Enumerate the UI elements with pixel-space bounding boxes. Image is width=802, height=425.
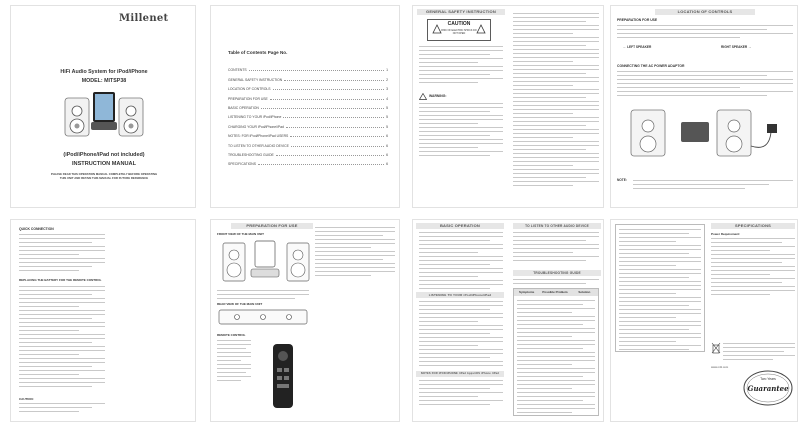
battery-text <box>19 286 105 390</box>
toc-entry <box>228 129 388 138</box>
weee-bin-icon <box>711 342 721 354</box>
brand-logo <box>119 13 168 24</box>
toc-leader-dots <box>273 89 385 90</box>
troubleshooting-continued <box>615 224 705 352</box>
toc-leader-dots <box>290 136 384 137</box>
basic-text <box>419 232 503 292</box>
toc-entry-label: BASIC OPERATION <box>228 105 259 110</box>
toc-entry-label: CONTENTS <box>228 68 247 73</box>
left-speaker-label <box>623 45 651 49</box>
manual-title: INSTRUCTION MANUAL <box>71 161 136 167</box>
toc-leader-dots <box>286 127 384 128</box>
preparation-page <box>210 219 400 422</box>
connect-text <box>617 71 793 99</box>
arrow-left-icon: ← <box>623 45 627 49</box>
guarantee-years: Two Years <box>760 377 776 381</box>
toc-leader-dots <box>258 164 384 165</box>
toc-entry-page: 6 <box>386 143 388 148</box>
website-text: www.mitt.com <box>711 365 729 369</box>
warning-triangle-icon <box>419 93 427 100</box>
location-note-label: NOTE: <box>617 178 627 182</box>
safety-header: GENERAL SAFETY INSTRUCTION <box>417 9 505 15</box>
toc-entry-page: 6 <box>386 162 388 167</box>
front-view-diagram <box>221 237 313 287</box>
column-symptoms: Symptoms <box>519 290 535 294</box>
toc-entry <box>228 91 388 100</box>
basic-header: BASIC OPERATION <box>416 223 504 229</box>
remote-caption: REMOTE CONTROL <box>217 333 246 337</box>
toc-entry <box>228 110 388 119</box>
toc-entry <box>228 119 388 128</box>
column-problem: Possible Problem <box>542 290 568 294</box>
power-connection-diagram <box>621 102 791 162</box>
other-device-header: TO LISTEN TO OTHER AUDIO DEVICE <box>513 223 601 229</box>
toc-entry-label: PREPARATION FOR USE <box>228 96 268 101</box>
location-intro-text <box>617 25 793 41</box>
not-included-note: (iPod/iPhone/iPad not included) <box>63 152 145 158</box>
toc-entry-label: SPECIFICATIONS <box>228 162 257 167</box>
location-page <box>610 5 798 208</box>
troubleshooting-continued-rows <box>616 225 704 357</box>
right-speaker-label <box>721 45 751 49</box>
toc-entry-label: CHARGING YOUR iPod/iPhone/iPad <box>228 124 284 129</box>
toc-entry <box>228 101 388 110</box>
toc-entry-page: 6 <box>386 152 388 157</box>
guarantee-badge <box>743 370 793 406</box>
troubleshooting-header: TROUBLESHOOTING GUIDE <box>513 270 601 276</box>
right-speaker-text: RIGHT SPEAKER <box>721 45 748 49</box>
column-solution: Solution <box>578 290 591 294</box>
prep-subheader: PREPARATION FOR USE <box>617 18 658 22</box>
toc-entry <box>228 72 388 81</box>
quick-header: QUICK CONNECTION <box>19 227 54 231</box>
toc-entry <box>228 148 388 157</box>
speaker-product-image <box>59 88 149 140</box>
toc-leader-dots <box>270 99 384 100</box>
arrow-right-icon: → <box>748 45 752 49</box>
toc-entry-page: 1 <box>386 68 388 73</box>
recycling-text <box>723 343 795 363</box>
location-header: LOCATION OF CONTROLS <box>655 9 755 15</box>
toc-entry-page: 4 <box>386 96 388 101</box>
toc-entry-label: TROUBLESHOOTING GUIDE <box>228 152 274 157</box>
product-title: HiFi Audio System for iPod/iPhone <box>60 69 148 75</box>
toc-leader-dots <box>284 80 384 81</box>
toc-entry <box>228 157 388 166</box>
table-header-row <box>514 289 598 296</box>
notes-text <box>419 380 503 408</box>
warning-label: WARNING: <box>429 94 447 98</box>
location-note-text <box>633 180 793 192</box>
power-requirement-label: Power Requirement: <box>711 232 741 236</box>
toc-entry-page: 5 <box>386 105 388 110</box>
toc-entry-label: TO LISTEN TO OTHER AUDIO DEVICE <box>228 143 289 148</box>
table-body <box>514 296 598 420</box>
quick-text <box>19 234 105 274</box>
quick-caution-text <box>19 403 105 415</box>
quick-caution-label: CAUTION: <box>19 397 34 401</box>
toc-entry-label: LISTENING TO YOUR iPod/iPhone <box>228 115 282 120</box>
toc-entry <box>228 63 388 72</box>
caution-subtitle: RISK OF ELECTRIC SHOCK DO NOT OPEN <box>441 29 477 35</box>
toc-title: Table of Contents Page No. <box>228 50 288 55</box>
toc-leader-dots <box>283 117 384 118</box>
toc-entry-page: 5 <box>386 115 388 120</box>
toc-entry-label: GENERAL SAFETY INSTRUCTION <box>228 77 283 82</box>
toc-leader-dots <box>276 155 384 156</box>
prep-right-text <box>315 227 395 279</box>
quick-connection-page <box>10 219 196 422</box>
notes-header: NOTES FOR iPOD/iPHONE /iPad Apps/iOS iPhone /iPad <box>416 371 504 377</box>
toc-list <box>228 63 388 166</box>
toc-leader-dots <box>249 70 384 71</box>
left-speaker-text: LEFT SPEAKER <box>627 45 652 49</box>
toc-entry-page: 2 <box>386 77 388 82</box>
model-number: MODEL: MITSP38 <box>81 78 127 84</box>
toc-leader-dots <box>291 146 384 147</box>
read-manual-notice: PLEASE READ THIS OPERATION MANUAL COMPLETELY BEFORE OPERATING THIS UNIT AND RETAIN THIS MANUAL FOR FUTURE REFERENCE <box>50 172 158 180</box>
caution-title: CAUTION <box>447 21 471 27</box>
troubleshooting-intro <box>513 279 599 287</box>
toc-entry-page: 3 <box>386 87 388 92</box>
cover-page <box>10 5 196 208</box>
safety-page <box>412 5 604 208</box>
toc-entry-page: 5 <box>386 124 388 129</box>
battery-subheader: REPLACING THE BATTERY FOR THE REMOTE CONTROL <box>19 278 102 282</box>
basic-operation-page <box>412 219 604 422</box>
listening-text <box>419 301 503 369</box>
toc-page <box>210 5 400 208</box>
toc-entry <box>228 82 388 91</box>
prep-header: PREPARATION FOR USE <box>231 223 313 229</box>
front-view-legend <box>217 290 309 302</box>
safety-text-right <box>513 13 599 189</box>
toc-entry <box>228 138 388 147</box>
rear-view-caption: REAR VIEW OF THE MAIN UNIT <box>217 302 263 306</box>
toc-leader-dots <box>261 108 384 109</box>
spec-text <box>711 238 795 298</box>
rear-view-diagram <box>217 308 309 330</box>
toc-entry-label: LOCATION OF CONTROLS <box>228 87 271 92</box>
safety-warning-text <box>419 103 503 159</box>
listening-header: LISTENING TO YOUR iPod/iPhone/iPad <box>416 292 504 298</box>
remote-legend <box>217 340 251 384</box>
safety-text-left <box>419 46 503 86</box>
specifications-page <box>610 219 798 422</box>
front-view-caption: FRONT VIEW OF THE MAIN UNIT <box>217 232 264 236</box>
guarantee-word: Guarantee <box>747 384 789 393</box>
other-device-text <box>513 232 599 264</box>
toc-entry-label: NOTES: FOR iPod/iPhone/iPad USERS <box>228 134 289 139</box>
troubleshooting-table <box>513 288 599 416</box>
logo-text: Millenet <box>119 13 169 24</box>
toc-entry-page: 6 <box>386 134 388 139</box>
spec-header: SPECIFICATIONS <box>711 223 795 229</box>
connect-subheader: CONNECTING THE AC POWER ADAPTOR <box>617 64 685 68</box>
remote-control-diagram <box>263 342 303 412</box>
